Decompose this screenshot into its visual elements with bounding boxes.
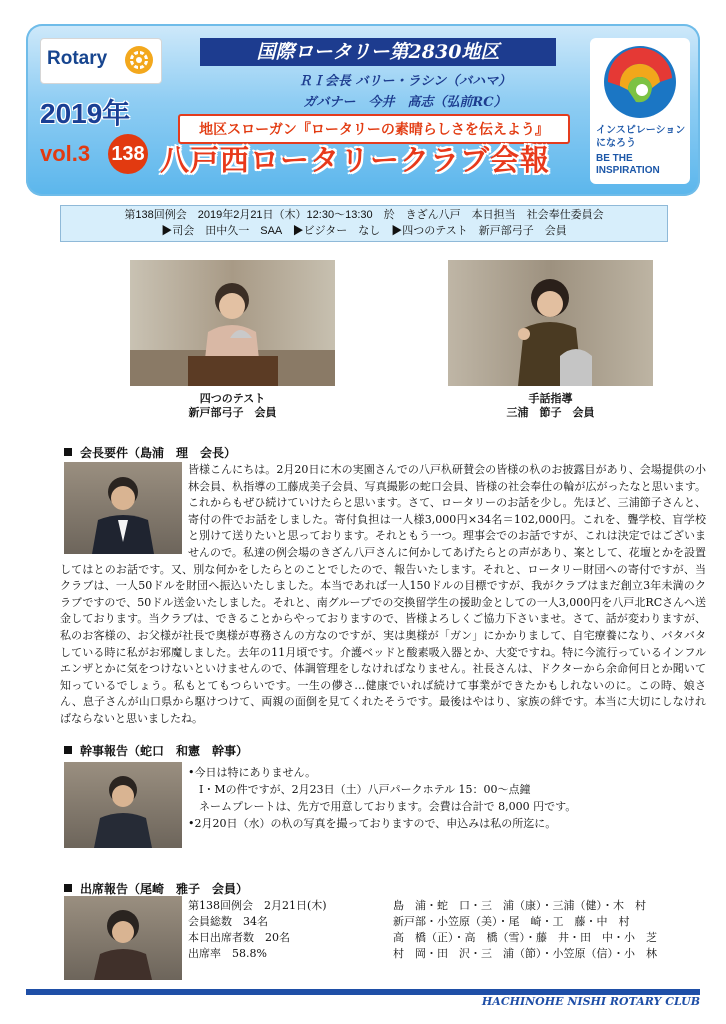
- issue-number-badge: 138: [108, 134, 148, 174]
- attendee-line-1: 島 浦・蛇 口・三 浦（康）・三浦（健）・木 村: [393, 899, 646, 912]
- theme-english: BE THE INSPIRATION: [596, 153, 660, 176]
- right-caption-title: 手話指導: [528, 393, 573, 405]
- district-governor: ガバナー 今井 高志（弘前RC）: [303, 95, 507, 110]
- attendance-rate: 出席率 58.8%: [188, 947, 267, 960]
- district-slogan: 地区スローガン『ロータリーの素晴らしさを伝えよう』: [178, 114, 570, 144]
- meeting-info-box: [60, 205, 668, 242]
- president-report-body: 皆様こんにちは。2月20日に木の実園さんでの八戸杁研賛会の皆様の杁のお披露目があり、会場提供の小林会員、杁指導の工藤成美子会員、写真撮影の蛇口会員、皆様の社会奉仕の輪が広がったなと思います。これからもぜひ続けていけたらと思います。さて、ロータリーのお話を少し。先ほど、三浦節子さんと、寄付の件でお話をしました。寄付負担は一人様3,000円×34名＝102,000円。これを、聾学校、盲学校と別けて送りたいと思っております。それともう一つ。理事会でのお話ですが、これは決定ではございませんので。私達の例会場のきざん八戸さんに何かしてあげたらとの声があり、案として、花壇とかを設置してはとのお話です。又、別な何かをしたらとのことでしたので、報告いたします。それと、ロータリー財団への寄付ですが、当クラブは、一人50ドルを財団へ振込いたしました。本当であれば一人150ドルの目標ですが、我がクラブはまだ創立3年未満のクラブですので、50ドル送金いたしました。それと、南グループでの交換留学生の援助金としての一人3,000円を八戸北RCさんへ送金しております。当クラブは、できることからやっておりますので、皆様よろしくご協力下さいませ。さて、話が変わりますが、私のお客様の、お父様が社長で奥様が専務さんの方なのですが、実は奥様が「ガン」にかかりまして、自宅療養になり、バタバタしている時に私がお邪魔しました。去年の11月頃です。介護ベッドと酸素吸入器とか、大変ですね。特に今流行っているインフルエンザとかに気をつけないといけませんので、体調管理をしなければなりません。社長さんは、ドクターから余命何日とか聞いて知っているでしょう。私もとてもつらいです。一生の儚さ…健康でいれば続けて事業ができたかもしれないのに。この時、娘さん、息子さんが山口県から駆けつけて、両親の面倒を見てくれたそうです。最後はやはり、家族の絆です。本当に大切にしなければならないと思いましたね。: [60, 463, 706, 725]
- theme-swirl-icon: [590, 38, 690, 122]
- secretary-photo: [64, 762, 182, 848]
- square-bullet-icon: [64, 884, 72, 892]
- secretary-photo-illustration: [64, 762, 182, 848]
- rotary-logo: [40, 38, 162, 84]
- speaker-photo-illustration: [130, 260, 335, 386]
- president-report-text: [60, 462, 706, 728]
- attendee-line-4: 村 岡・田 沢・三 浦（節）・小笠原（信）・小 林: [393, 947, 657, 960]
- meeting-info-line-2: ▶司会 田中久一 SAA ▶ビジター なし ▶四つのテスト 新戸部弓子 会員: [161, 225, 567, 237]
- theme-japanese: インスピレーションになろう: [596, 125, 686, 149]
- attendance-present: 本日出席者数 20名: [188, 931, 290, 944]
- ri-theme-logo: [590, 38, 690, 184]
- rotary-wheel-icon: [123, 44, 155, 76]
- secretary-report-text: [188, 764, 698, 832]
- attendee-line-3: 高 橋（正）・高 橋（雪）・藤 井・田 中・小 芝: [393, 931, 657, 944]
- attendance-total: 会員総数 34名: [188, 915, 268, 928]
- left-caption-name: 新戸部弓子 会員: [188, 407, 277, 419]
- attendee-line-2: 新戸部・小笠原（美）・尾 崎・工 藤・中 村: [393, 915, 630, 928]
- district-banner: 国際ロータリー第2830地区: [200, 38, 556, 66]
- right-photo-caption: [448, 392, 653, 420]
- four-way-test-photo: [130, 260, 335, 386]
- meeting-info-line-1: 第138回例会 2019年2月21日（木）12:30～13:30 於 きざん八戸 本日担当 社会奉仕委員会: [124, 209, 604, 221]
- sign-language-photo: [448, 260, 653, 386]
- square-bullet-icon: [64, 448, 72, 456]
- attendance-section-title: [64, 880, 248, 897]
- attendance-photo-illustration: [64, 896, 182, 980]
- attendee-names: [393, 898, 703, 962]
- club-newsletter-title: 八戸西ロータリークラブ会報: [160, 145, 551, 177]
- secretary-line-1: •今日は特にありません。: [188, 766, 317, 779]
- ri-president: ＲＩ会長 バリー・ラシン（バハマ）: [298, 74, 512, 89]
- volume-label: vol.3: [40, 141, 91, 166]
- secretary-line-3: ネームプレートは、先方で用意しております。会費は合計で 8,000 円です。: [188, 800, 577, 813]
- square-bullet-icon: [64, 746, 72, 754]
- attendance-meeting: 第138回例会 2月21日(木): [188, 899, 327, 912]
- left-photo-caption: [130, 392, 335, 420]
- attendance-photo: [64, 896, 182, 980]
- attendance-title-text: 出席報告（尾崎 雅子 会員）: [80, 882, 249, 896]
- president-section-title: [64, 444, 236, 461]
- secretary-line-4: •2月20日（水）の杁の写真を撮っておりますので、申込みは私の所迄に。: [188, 817, 557, 830]
- rotary-logo-text: Rotary: [47, 48, 108, 69]
- right-caption-name: 三浦 節子 会員: [506, 407, 595, 419]
- instructor-photo-illustration: [448, 260, 653, 386]
- secretary-title-text: 幹事報告（蛇口 和憲 幹事）: [80, 744, 249, 758]
- year-label: 2019年: [40, 98, 131, 129]
- secretary-section-title: [64, 742, 248, 759]
- left-caption-title: 四つのテスト: [199, 393, 266, 405]
- president-title-text: 会長要件（島浦 理 会長）: [80, 446, 237, 460]
- footer-club-name: HACHINOHE NISHI ROTARY CLUB: [481, 995, 700, 1008]
- attendance-summary: [188, 898, 368, 962]
- secretary-line-2: I・Mの件ですが、2月23日（土）八戸パークホテル 15：00～点鐘: [188, 783, 531, 796]
